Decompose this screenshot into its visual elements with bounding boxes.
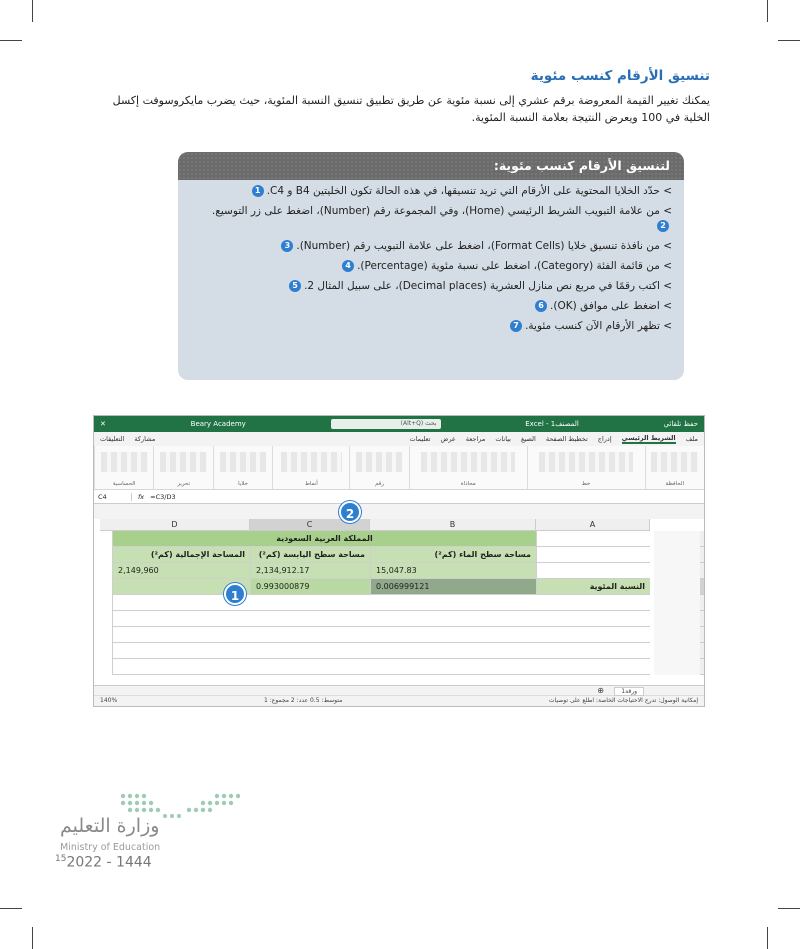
step-item: > تظهر الأرقام الآن كنسب مئوية.7	[198, 319, 672, 334]
step-item: > من علامة التبويب الشريط الرئيسي (Home)، وفي المجموعة رقم (Number)، اضغط على زر التوسيع.2	[211, 205, 672, 230]
accessibility-status[interactable]: إمكانية الوصول: تدرج الاحتياجات الخاصة: اطلع على توصيات	[548, 697, 698, 704]
status-bar	[94, 685, 704, 706]
column-header-c[interactable]: C	[250, 519, 370, 531]
step-number-badge: 3	[281, 240, 293, 252]
tab-formulas[interactable]: الصيغ	[520, 435, 536, 443]
ministry-name-english: Ministry of Education	[60, 842, 161, 853]
callout-marker-2: 2	[339, 501, 361, 523]
step-item: > من قائمة الفئة (Category)، اضغط على نسبة مئوية (Percentage).4	[198, 259, 672, 274]
empty-row[interactable]	[112, 611, 650, 627]
callout-marker-1: 1	[224, 583, 246, 605]
sheet-tab[interactable]: ورقة1	[614, 687, 644, 696]
cell[interactable]	[536, 531, 650, 547]
crop-mark	[0, 40, 22, 41]
crop-mark	[767, 0, 768, 22]
steps-list	[178, 180, 684, 334]
crop-mark	[32, 927, 33, 949]
header-cell-total-area[interactable]: المساحة الإجمالية (كم²)	[112, 547, 250, 563]
excel-titlebar	[94, 416, 704, 432]
crop-mark	[767, 927, 768, 949]
cell-a4[interactable]: النسبة المئوية	[536, 579, 650, 595]
cell-b3[interactable]: 15,047.83	[370, 563, 536, 579]
steps-box	[178, 152, 684, 380]
ribbon-group-number[interactable]: رقم	[349, 446, 408, 489]
tab-review[interactable]: مراجعة	[465, 435, 486, 443]
tab-view[interactable]: عرض	[440, 435, 456, 443]
formula-input[interactable]: =C3/D3	[150, 492, 176, 501]
workbook-title: المصنف1 - Excel	[525, 420, 579, 428]
sheet-grid	[94, 519, 704, 687]
tab-data[interactable]: بيانات	[495, 435, 511, 443]
cell-c4[interactable]: 0.993000879	[250, 579, 370, 595]
step-number-badge: 1	[252, 185, 264, 197]
tab-page-layout[interactable]: تخطيط الصفحة	[545, 435, 588, 443]
status-summary: متوسط: 0.5 عدد: 2 مجموع: 1	[264, 697, 343, 704]
column-header-d[interactable]: D	[100, 519, 250, 531]
search-box[interactable]: بحث (Alt+Q)	[331, 419, 441, 429]
page-number	[55, 854, 152, 871]
cell-d3[interactable]: 2,149,960	[112, 563, 250, 579]
user-name[interactable]: Beary Academy	[190, 420, 246, 428]
edition-year: 2022 - 1444	[66, 854, 152, 871]
empty-row[interactable]	[112, 659, 650, 675]
tab-home[interactable]: الشريط الرئيسي	[621, 434, 676, 442]
ribbon-group-font[interactable]: خط	[527, 446, 645, 489]
cell[interactable]	[536, 563, 650, 579]
tab-file[interactable]: ملف	[685, 435, 698, 443]
empty-row[interactable]	[112, 627, 650, 643]
zoom-level[interactable]: 140%	[100, 697, 118, 704]
crop-mark	[778, 908, 800, 909]
step-item: > اضغط على موافق (OK).6	[198, 299, 672, 314]
merged-title-cell[interactable]: المملكة العربية السعودية	[112, 531, 536, 547]
header-cell-water-area[interactable]: مساحة سطح الماء (كم²)	[370, 547, 536, 563]
step-item: > حدّد الخلايا المحتوية على الأرقام التي تريد تنسيقها، في هذه الحالة تكون الخليتين B4 و C4.1	[198, 184, 672, 199]
intro-paragraph: يمكنك تغيير القيمة المعروضة برقم عشري إلى نسبة مئوية عن طريق تطبيق تنسيق النسبة المئوية، حيث يضرب مايكروسوفت إكسل الخلية في 100 ويعرض النتيجة بعلامة النسبة المئوية.	[112, 94, 710, 124]
ribbon-group-alignment[interactable]: محاذاة	[409, 446, 527, 489]
share-button[interactable]: مشاركة	[134, 435, 156, 443]
empty-row[interactable]	[112, 595, 650, 611]
ribbon-group-editing[interactable]: تحرير	[153, 446, 212, 489]
crop-mark	[32, 0, 33, 22]
cell-b4[interactable]: 0.006999121	[370, 579, 536, 595]
step-number-badge: 7	[510, 320, 522, 332]
step-item: > من نافذة تنسيق خلايا (Format Cells)، اضغط على علامة التبويب رقم (Number).3	[198, 239, 672, 254]
header-cell-land-area[interactable]: مساحة سطح اليابسة (كم²)	[250, 547, 370, 563]
ribbon-group-cells[interactable]: خلايا	[213, 446, 272, 489]
ribbon-tabs	[94, 432, 704, 446]
column-header-b[interactable]: B	[370, 519, 536, 531]
add-sheet-icon[interactable]: ⊕	[597, 686, 604, 695]
cell-c3[interactable]: 2,134,912.17	[250, 563, 370, 579]
tab-help[interactable]: تعليمات	[409, 435, 431, 443]
fx-icon: fx	[138, 492, 145, 501]
ribbon	[94, 446, 704, 490]
ribbon-group-sensitivity[interactable]: الحساسية	[94, 446, 153, 489]
grid-right-gutter	[654, 531, 700, 675]
tab-insert[interactable]: إدراج	[597, 435, 612, 443]
step-number-badge: 6	[535, 300, 547, 312]
step-item: > اكتب رقمًا في مربع نص منازل العشرية (Decimal places)، على سبيل المثال 2.5	[198, 279, 672, 294]
step-number-badge: 5	[289, 280, 301, 292]
steps-box-title: لتنسيق الأرقام كنسب مئوية:	[178, 152, 684, 180]
crop-mark	[778, 40, 800, 41]
ministry-name-arabic: وزارة التعليم	[60, 815, 160, 837]
empty-row[interactable]	[112, 643, 650, 659]
page-number-value: 15	[55, 854, 67, 864]
window-close-icon[interactable]: ✕	[100, 420, 106, 428]
page-title: تنسيق الأرقام كنسب مئوية	[530, 68, 710, 84]
ribbon-group-clipboard[interactable]: الحافظة	[645, 446, 704, 489]
name-box[interactable]: C4	[98, 493, 132, 501]
comments-button[interactable]: التعليقات	[100, 435, 125, 443]
cell[interactable]	[536, 547, 650, 563]
formula-bar	[94, 490, 704, 504]
ribbon-group-styles[interactable]: أنماط	[272, 446, 349, 489]
column-header-a[interactable]: A	[536, 519, 650, 531]
crop-mark	[0, 908, 22, 909]
autosave-toggle[interactable]: حفظ تلقائي	[663, 420, 698, 428]
excel-window	[93, 415, 705, 707]
step-number-badge: 2	[657, 220, 669, 232]
step-number-badge: 4	[342, 260, 354, 272]
